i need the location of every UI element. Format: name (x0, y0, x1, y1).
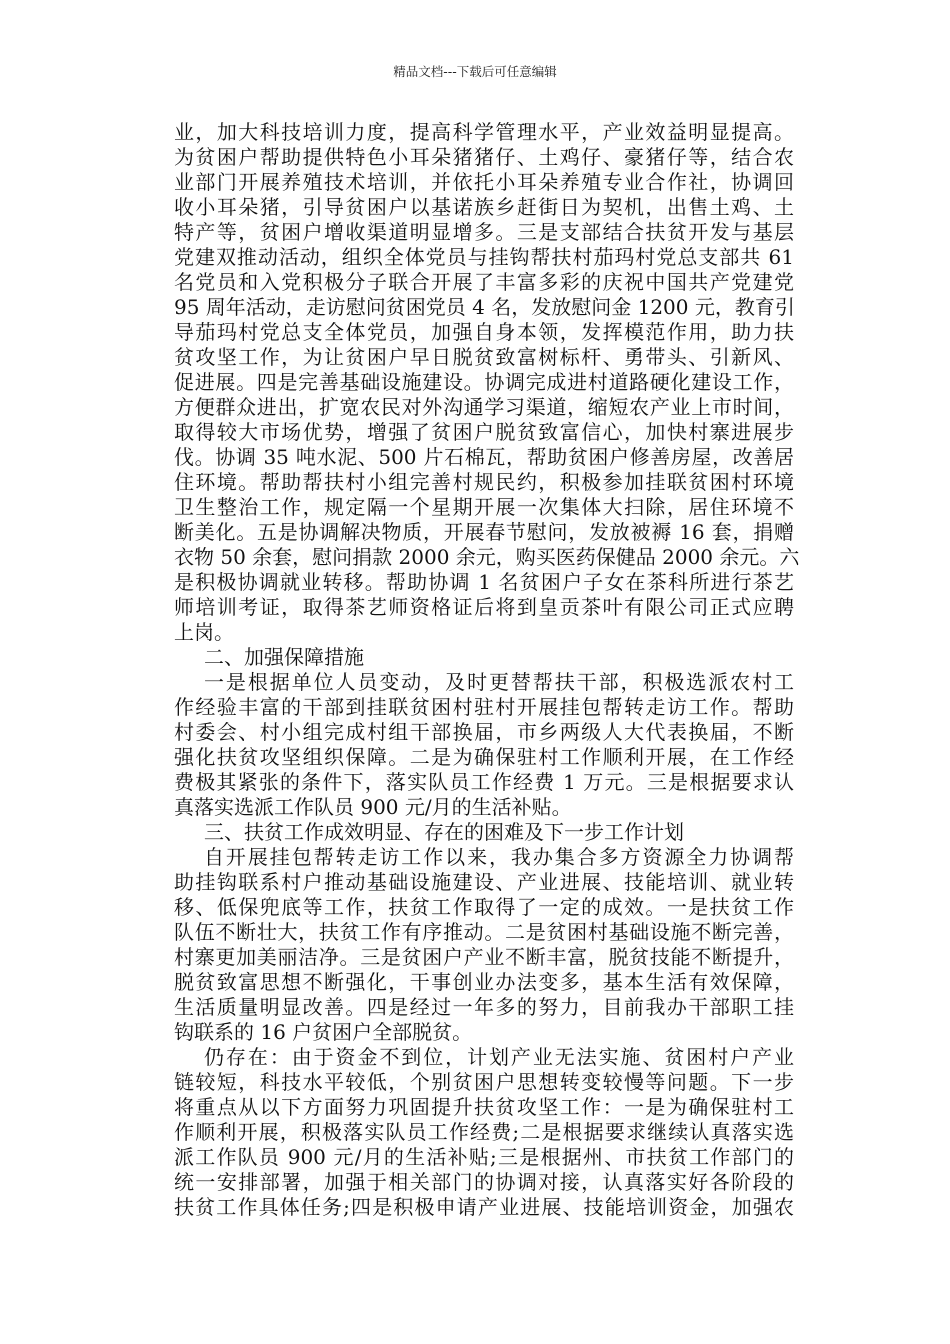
text-line: 为贫困户帮助提供特色小耳朵猪猪仔、土鸡仔、豪猪仔等，结合农 (174, 145, 794, 169)
text-line: 导茄玛村党总支全体党员，加强自身本领，发挥模范作用，助力扶 (174, 320, 794, 344)
text-line: 脱贫致富思想不断强化，干事创业办法变多，基本生活有效保障， (174, 970, 794, 994)
text-line: 将重点从以下方面努力巩固提升扶贫攻坚工作：一是为确保驻村工 (174, 1095, 794, 1119)
text-line: 派工作队员 900 元/月的生活补贴;三是根据州、市扶贫工作部门的 (174, 1145, 794, 1169)
text-line: 移、低保兜底等工作，扶贫工作取得了一定的成效。一是扶贫工作 (174, 895, 794, 919)
text-line: 作顺利开展，积极落实队员工作经费;二是根据要求继续认真落实选 (174, 1120, 794, 1144)
text-line: 队伍不断壮大，扶贫工作有序推动。二是贫困村基础设施不断完善， (174, 920, 794, 944)
text-line: 95 周年活动，走访慰问贫困党员 4 名，发放慰问金 1200 元，教育引 (174, 295, 795, 319)
text-line: 钩联系的 16 户贫困户全部脱贫。 (174, 1020, 473, 1044)
text-line: 链较短，科技水平较低，个别贫困户思想转变较慢等问题。下一步 (174, 1070, 794, 1094)
text-line: 卫生整治工作，规定隔一个星期开展一次集体大扫除，居住环境不 (174, 495, 794, 519)
text-line: 业，加大科技培训力度，提高科学管理水平，产业效益明显提高。 (174, 120, 794, 144)
text-line: 生活质量明显改善。四是经过一年多的努力，目前我办干部职工挂 (174, 995, 794, 1019)
text-line: 贫攻坚工作，为让贫困户早日脱贫致富树标杆、勇带头、引新风、 (174, 345, 794, 369)
text-line: 村寨更加美丽洁净。三是贫困户产业不断丰富，脱贫技能不断提升， (174, 945, 794, 969)
section-heading: 三、扶贫工作成效明显、存在的困难及下一步工作计划 (204, 820, 684, 844)
text-line: 伐。协调 35 吨水泥、500 片石棉瓦，帮助贫困户修善房屋，改善居 (174, 445, 794, 469)
text-line: 名党员和入党积极分子联合开展了丰富多彩的庆祝中国共产党建党 (174, 270, 794, 294)
text-line: 方便群众进出，扩宽农民对外沟通学习渠道，缩短农产业上市时间， (174, 395, 794, 419)
text-line: 一是根据单位人员变动，及时更替帮扶干部，积极选派农村工 (204, 670, 794, 694)
text-line: 促进展。四是完善基础设施建设。协调完成进村道路硬化建设工作， (174, 370, 794, 394)
text-line: 断美化。五是协调解决物质，开展春节慰问，发放被褥 16 套，捐赠 (174, 520, 794, 544)
text-line: 住环境。帮助帮扶村小组完善村规民约，积极参加挂联贫困村环境 (174, 470, 794, 494)
section-heading: 二、加强保障措施 (204, 645, 364, 669)
text-line: 作经验丰富的干部到挂联贫困村驻村开展挂包帮转走访工作。帮助 (174, 695, 794, 719)
text-line: 村委会、村小组完成村组干部换届，市乡两级人大代表换届，不断 (174, 720, 794, 744)
document-body (174, 120, 800, 1220)
text-line: 统一安排部署，加强于相关部门的协调对接，认真落实好各阶段的 (174, 1170, 794, 1194)
text-line: 自开展挂包帮转走访工作以来，我办集合多方资源全力协调帮 (204, 845, 794, 869)
text-line: 特产等，贫困户增收渠道明显增多。三是支部结合扶贫开发与基层 (174, 220, 794, 244)
text-line: 真落实选派工作队员 900 元/月的生活补贴。 (174, 795, 572, 819)
text-line: 强化扶贫攻坚组织保障。二是为确保驻村工作顺利开展，在工作经 (174, 745, 794, 769)
text-line: 费极其紧张的条件下，落实队员工作经费 1 万元。三是根据要求认 (174, 770, 794, 794)
text-line: 仍存在：由于资金不到位，计划产业无法实施、贫困村户产业 (204, 1045, 794, 1069)
text-line: 取得较大市场优势，增强了贫困户脱贫致富信心，加快村寨进展步 (174, 420, 794, 444)
text-line: 上岗。 (174, 620, 234, 644)
text-line: 是积极协调就业转移。帮助协调 1 名贫困户子女在茶科所进行茶艺 (174, 570, 794, 594)
page-header: 精品文档---下载后可任意编辑 (393, 64, 557, 79)
text-line: 衣物 50 余套，慰问捐款 2000 余元，购买医药保健品 2000 余元。六 (174, 545, 800, 569)
text-line: 扶贫工作具体任务;四是积极申请产业进展、技能培训资金，加强农 (174, 1195, 794, 1219)
text-line: 师培训考证，取得茶艺师资格证后将到皇贡茶叶有限公司正式应聘 (174, 595, 794, 619)
text-line: 业部门开展养殖技术培训，并依托小耳朵养殖专业合作社，协调回 (174, 170, 794, 194)
text-line: 助挂钩联系村户推动基础设施建设、产业进展、技能培训、就业转 (174, 870, 794, 894)
text-line: 收小耳朵猪，引导贫困户以基诺族乡赶街日为契机，出售土鸡、土 (174, 195, 794, 219)
text-line: 党建双推动活动，组织全体党员与挂钩帮扶村茄玛村党总支部共 61 (174, 245, 794, 269)
